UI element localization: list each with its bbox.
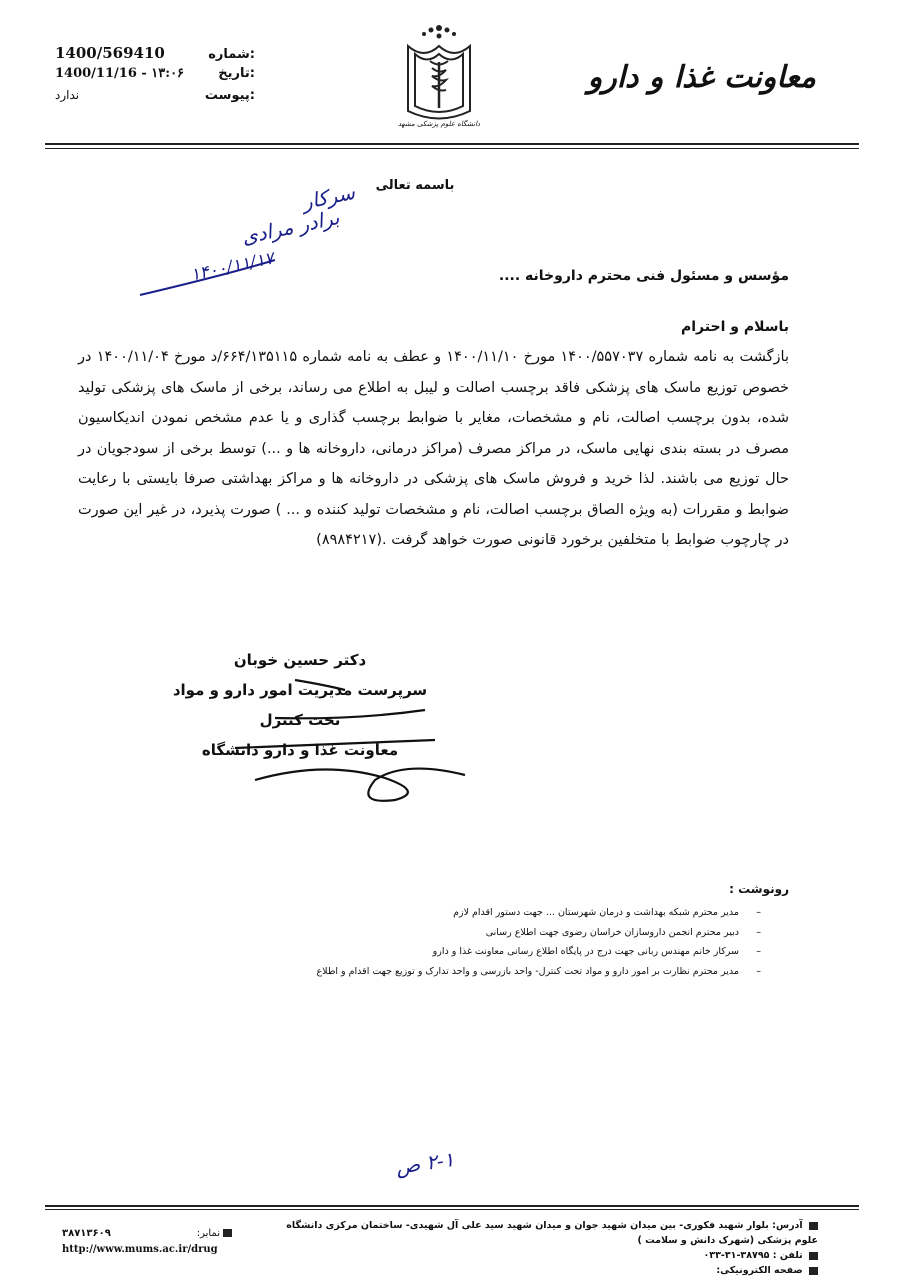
fax-number: ۳۸۷۱۳۶۰۹ <box>62 1228 111 1239</box>
letter-date-value: 1400/11/16 - ۱۳:۰۶ <box>55 66 185 81</box>
greeting: باسلام و احترام <box>681 319 789 335</box>
signer-name: دکتر حسین خوبان <box>233 651 367 669</box>
footer-divider <box>45 1205 859 1207</box>
footer-address-row <box>278 1218 818 1248</box>
handwritten-line-2: برادر مرادی <box>239 204 342 250</box>
footer-phone-row <box>278 1248 818 1263</box>
letter-date-label: :تاریخ <box>218 66 255 81</box>
footer-web-row <box>278 1263 818 1278</box>
cc-title: رونوشت : <box>729 882 789 896</box>
handwritten-line-1: سرکار <box>300 179 357 215</box>
footer-fax-url <box>62 1226 232 1258</box>
attachment-value: ندارد <box>55 88 80 102</box>
cc-list <box>239 903 739 981</box>
signer-title-2: معاونت غذا و دارو دانشگاه <box>201 741 399 759</box>
cc-item: مدیر محترم شبکه بهداشت و درمان شهرستان ... جهت دستور اقدام لازم – <box>239 903 739 923</box>
signer-title-1: سرپرست مدیریت امور دارو و مواد تحت کنترل <box>172 681 428 729</box>
letter-number-value: 1400/569410 <box>55 44 165 62</box>
handwritten-date: ۱۴۰۰/۱۱/۱۷ <box>188 248 276 286</box>
letter-body: بازگشت به نامه شماره ۱۴۰۰/۵۵۷۰۳۷ مورخ ۱۴۰۰/۱۱/۱۰ و عطف به نامه شماره ۶۶۴/۱۳۵۱۱۵/د مورخ ۱۴۰۰/۱۱/۰۴ در خصوص توزیع ماسک های پزشکی فاقد برچسب اصالت و لیبل به اطلاع می رساند، برخی از ماسک های پزشکی تولید شده، بدون برچسب اصالت، نام و مشخصات، مغایر با ضوابط برچسب گذاری و یا عدم مشخص نمودن اندیکاسیون مصرف در بسته بندی نهایی ماسک، در مراکز مصرف (مراکز درمانی، داروخانه ها و ...) توسط برخی از سودجویان در حال توزیع می باشند. لذا خرید و فروش ماسک های پزشکی در داروخانه ها و مراکز بهداشتی صرفا بایستی با رعایت ضوابط و مقررات (به ویژه الصاق برچسب اصالت، نام و مشخصات تولید کننده و ... ) صورت پذیرد، در غیر این صورت در چارچوب ضوابط با متخلفین برخورد قانونی صورت خواهد گرفت .(۸۹۸۴۲۱۷) <box>78 349 789 548</box>
cc-item: سرکار خانم مهندس ربانی جهت درج در پایگاه اطلاع رسانی معاونت غذا و دارو – <box>239 942 739 962</box>
address-text: بلوار شهید فکوری- بین میدان شهید جوان و میدان شهید سید علی آل شهیدی- ساختمان مرکزی دانشگاه علوم پزشکی (شهرک دانش و سلامت ) <box>286 1220 818 1246</box>
attachment-row <box>55 88 255 110</box>
signature-block <box>170 645 430 765</box>
handwritten-referral-note <box>125 165 357 300</box>
address-icon <box>809 1222 818 1230</box>
cc-item: دبیر محترم انجمن داروسازان خراسان رضوی جهت اطلاع رسانی – <box>239 923 739 943</box>
letter-number-row <box>55 44 255 66</box>
footer-contact <box>278 1218 818 1278</box>
web-icon <box>809 1267 818 1275</box>
cc-item: مدیر محترم نظارت بر امور دارو و مواد تحت کنترل- واحد بازرسی و واحد تدارک و توزیع جهت اقدام و اطلاع – <box>239 962 739 982</box>
letter-number-label: :شماره <box>208 47 255 62</box>
department-brand: معاونت غذا و دارو <box>587 60 816 95</box>
web-label: صفحه الکترونیکی: <box>716 1265 803 1276</box>
bismillah-heading: باسمه تعالی <box>375 178 455 193</box>
address-label: آدرس: <box>772 1220 803 1231</box>
logo-caption: دانشگاه علوم پزشکی مشهد <box>397 120 481 128</box>
header-divider <box>45 143 859 145</box>
website-link[interactable]: http://www.mums.ac.ir/drug <box>62 1244 218 1255</box>
letter-date-row <box>55 66 255 88</box>
attachment-label: :پیوست <box>204 88 255 103</box>
footer-fax-row <box>62 1226 232 1242</box>
letter-meta <box>55 44 255 110</box>
phone-label: تلفن : <box>772 1250 803 1261</box>
fax-label-group <box>197 1226 232 1242</box>
footer-divider-thin <box>45 1209 859 1210</box>
phone-number: ۳۸۷۹۵-۳۱-۰۳۳ <box>703 1250 770 1261</box>
header-divider-thin <box>45 148 859 149</box>
fax-icon <box>223 1229 232 1237</box>
fax-label: نمابر: <box>196 1228 220 1239</box>
addressee: مؤسس و مسئول فنی محترم داروخانه .... <box>498 268 789 284</box>
handwritten-page-mark: ۲-۱ ص <box>394 1147 456 1179</box>
phone-icon <box>809 1252 818 1260</box>
university-logo <box>388 16 490 138</box>
